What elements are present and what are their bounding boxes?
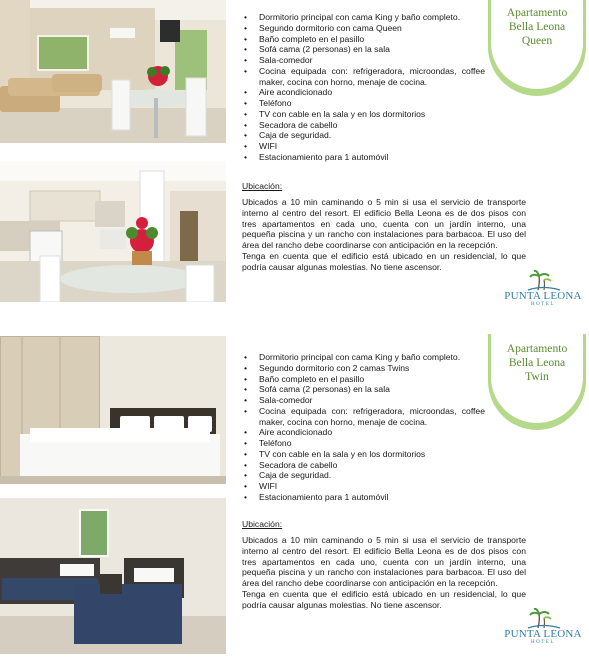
- badge-line: Twin: [525, 369, 549, 383]
- list-item: • Estacionamiento para 1 automóvil: [243, 152, 485, 163]
- list-item: • Baño completo en el pasillo: [243, 34, 485, 45]
- logo-name: PUNTA LEONA: [504, 628, 582, 640]
- punta-leona-logo: [500, 270, 586, 310]
- list-item: • Cocina equipada con: refrigeradora, microondas, coffee maker, cocina con horno, menaje de cocina.: [243, 66, 485, 88]
- palm-tree-icon: [500, 608, 586, 630]
- badge-line: Apartamento: [506, 342, 568, 355]
- queen-badge: [488, 0, 586, 96]
- location-description: [242, 197, 526, 273]
- list-item: • Caja de seguridad.: [243, 130, 485, 141]
- queen-apartment-section: [0, 0, 589, 320]
- living-room-photo: [0, 0, 226, 143]
- list-item: • Dormitorio principal con cama King y baño completo.: [243, 12, 485, 23]
- location-heading: Ubicación:: [242, 181, 283, 191]
- queen-features-list: [243, 12, 485, 163]
- location-description: [242, 535, 526, 611]
- twin-badge: [488, 334, 586, 430]
- list-item: • Teléfono: [243, 98, 485, 109]
- list-item: • TV con cable en la sala y en los dormitorios: [243, 449, 485, 460]
- list-item: • Estacionamiento para 1 automóvil: [243, 492, 485, 503]
- list-item: • Baño completo en el pasillo: [243, 374, 485, 385]
- location-paragraph: Ubicados a 10 min caminando o 5 min si usa el servicio de transporte interno al centro del resort. El edificio Bella Leona es de dos pisos con tres apartamentos en cada uno, cuenta con un jardín interno, una pequeña piscina y un rancho con instalaciones para barbacoa. El uso del área del rancho debe coordinarse con anticipación en la recepción.: [242, 197, 526, 251]
- list-item: • Aire acondicionado: [243, 87, 485, 98]
- logo-subtitle: HOTEL: [531, 302, 555, 307]
- badge-line: Queen: [521, 33, 553, 47]
- logo-name: PUNTA LEONA: [504, 290, 582, 302]
- list-item: • Cocina equipada con: refrigeradora, microondas, coffee maker, cocina con horno, menaje de cocina.: [243, 406, 485, 428]
- list-item: • Segundo dormitorio con cama Queen: [243, 23, 485, 34]
- list-item: • Secadora de cabello: [243, 460, 485, 471]
- list-item: • Sala-comedor: [243, 395, 485, 406]
- badge-line: Apartamento: [506, 6, 568, 19]
- list-item: • WIFI: [243, 141, 485, 152]
- twin-bedroom-photo: [0, 498, 226, 654]
- badge-line: Bella Leona: [508, 19, 566, 33]
- logo-subtitle: HOTEL: [531, 640, 555, 645]
- list-item: • Aire acondicionado: [243, 427, 485, 438]
- kitchen-photo: [0, 161, 226, 302]
- list-item: • Secadora de cabello: [243, 120, 485, 131]
- location-heading: Ubicación:: [242, 519, 283, 529]
- list-item: • Sofá cama (2 personas) en la sala: [243, 44, 485, 55]
- punta-leona-logo: [500, 608, 586, 648]
- list-item: • Caja de seguridad.: [243, 470, 485, 481]
- list-item: • TV con cable en la sala y en los dormitorios: [243, 109, 485, 120]
- palm-tree-icon: [500, 270, 586, 292]
- location-paragraph: Ubicados a 10 min caminando o 5 min si usa el servicio de transporte interno al centro del resort. El edificio Bella Leona es de dos pisos con tres apartamentos en cada uno, cuenta con un jardín interno, una pequeña piscina y un rancho con instalaciones para barbacoa. El uso del área del rancho debe coordinarse con anticipación en la recepción.: [242, 535, 526, 589]
- list-item: • Sofá cama (2 personas) en la sala: [243, 384, 485, 395]
- badge-line: Bella Leona: [508, 355, 566, 369]
- master-bedroom-photo: [0, 336, 226, 484]
- location-paragraph: Tenga en cuenta que el edificio está ubicado en un residencial, lo que podría causar algunas molestias. No tiene ascensor.: [242, 250, 526, 272]
- list-item: • WIFI: [243, 481, 485, 492]
- twin-features-list: [243, 352, 485, 503]
- list-item: • Sala-comedor: [243, 55, 485, 66]
- twin-apartment-section: [0, 336, 589, 668]
- list-item: • Dormitorio principal con cama King y baño completo.: [243, 352, 485, 363]
- list-item: • Segundo dormitorio con 2 camas Twins: [243, 363, 485, 374]
- list-item: • Teléfono: [243, 438, 485, 449]
- location-paragraph: Tenga en cuenta que el edificio está ubicado en un residencial, lo que podría causar algunas molestias. No tiene ascensor.: [242, 588, 526, 610]
